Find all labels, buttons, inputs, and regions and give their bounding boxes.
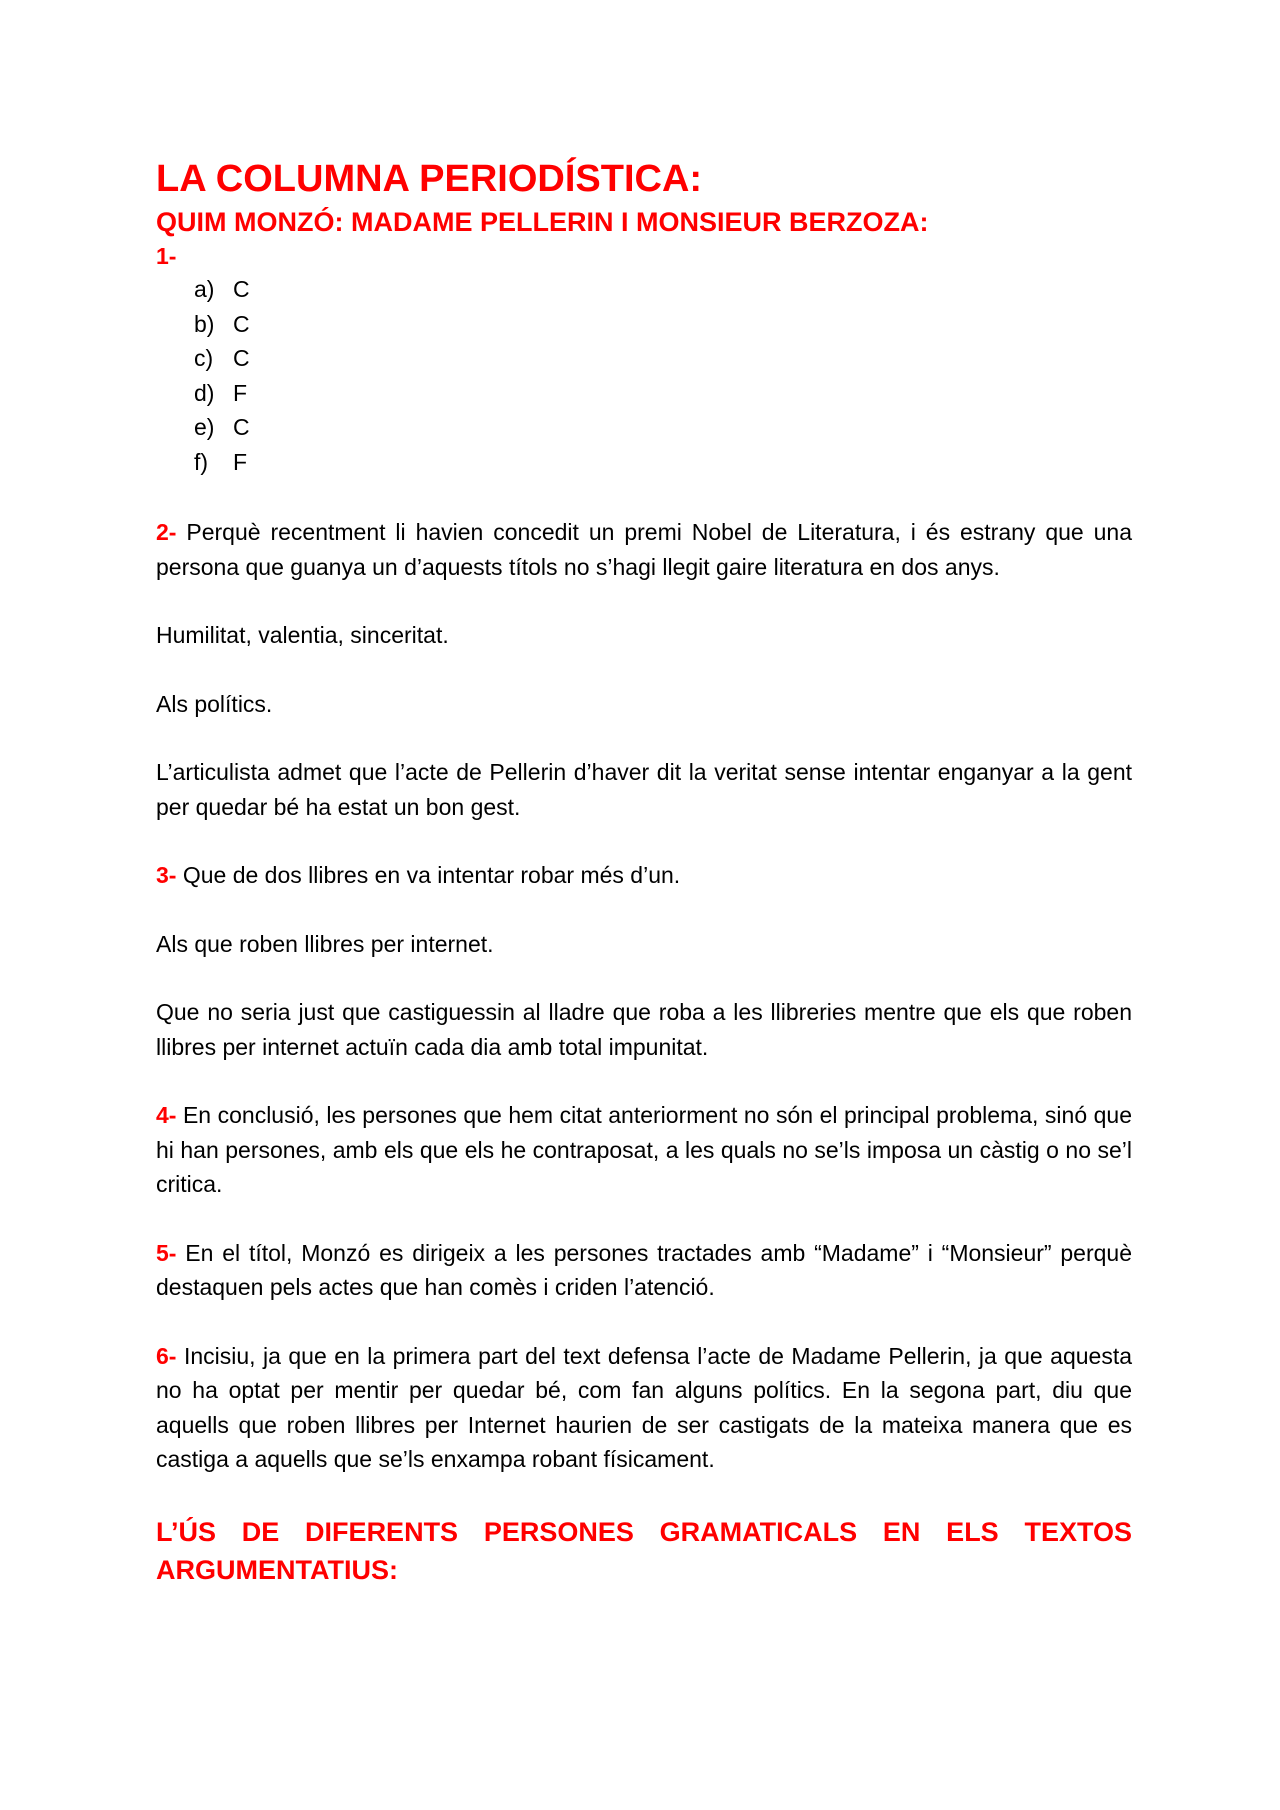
list-item: c) C [194,345,250,371]
answer-2-paragraph-3: Als polítics. [156,690,273,717]
question-3-number: 3- [156,862,177,888]
question-4-number: 4- [156,1102,177,1128]
answer-2-paragraph-4: L’articulista admet que l’acte de Pellerin d’haver dit la veritat sense intentar enganyar a la gent per quedar bé ha estat un bon gest. [156,759,1132,820]
list-item: d) F [194,379,248,406]
true-false-list [156,272,1132,479]
answer-3-paragraph-3: Que no seria just que castiguessin al lladre que roba a les llibreries mentre que els que roben llibres per internet actuïn cada dia amb total impunitat. [156,999,1132,1060]
answer-3-paragraph-2: Als que roben llibres per internet. [156,930,494,957]
answer-2-paragraph-2: Humilitat, valentia, sinceritat. [156,622,449,648]
article-subtitle: QUIM MONZÓ: MADAME PELLERIN I MONSIEUR BERZOZA: [156,207,929,237]
answer-4-paragraph: 4- En conclusió, les persones que hem citat anteriorment no són el principal problema, sinó que hi han persones, amb els que els he contraposat, a les quals no se’ls imposa un càstig o no se’l critica. [156,1102,1132,1197]
question-5-number: 5- [156,1239,177,1266]
list-item: f) F [194,448,248,475]
answer-6-paragraph: 6- Incisiu, ja que en la primera part del text defensa l’acte de Madame Pellerin, ja que aquesta no ha optat per mentir per quedar bé, com fan alguns polítics. En la segona part, diu que aquells que roben llibres per Internet haurien de ser castigats de la mateixa manera que es castiga a aquells que se’ls enxampa robant físicament. [156,1342,1133,1472]
question-2-number: 2- [156,519,177,545]
section-2-title: L’ÚS DE DIFERENTS PERSONES GRAMATICALS EN ELS TEXTOS ARGUMENTATIUS: [156,1516,1132,1585]
answer-5-paragraph: 5- En el títol, Monzó es dirigeix a les persones tractades amb “Madame” i “Monsieur” perquè destaquen pels actes que han comès i criden l’atenció. [156,1239,1133,1300]
question-1-number: 1- [156,243,177,269]
answer-2-paragraph-1: 2- Perquè recentment li havien concedit un premi Nobel de Literatura, i és estrany que una persona que guanya un d’aquests títols no s’hagi llegit gaire literatura en dos anys. [156,519,1133,580]
answer-3-paragraph-1: 3- Que de dos llibres en va intentar robar més d’un. [156,862,681,888]
list-item: b) C [194,310,250,337]
list-item: a) C [194,276,250,302]
document-title: LA COLUMNA PERIODÍSTICA: [156,158,703,200]
document-page [156,156,1132,1589]
question-6-number: 6- [156,1342,177,1369]
list-item: e) C [194,414,250,440]
